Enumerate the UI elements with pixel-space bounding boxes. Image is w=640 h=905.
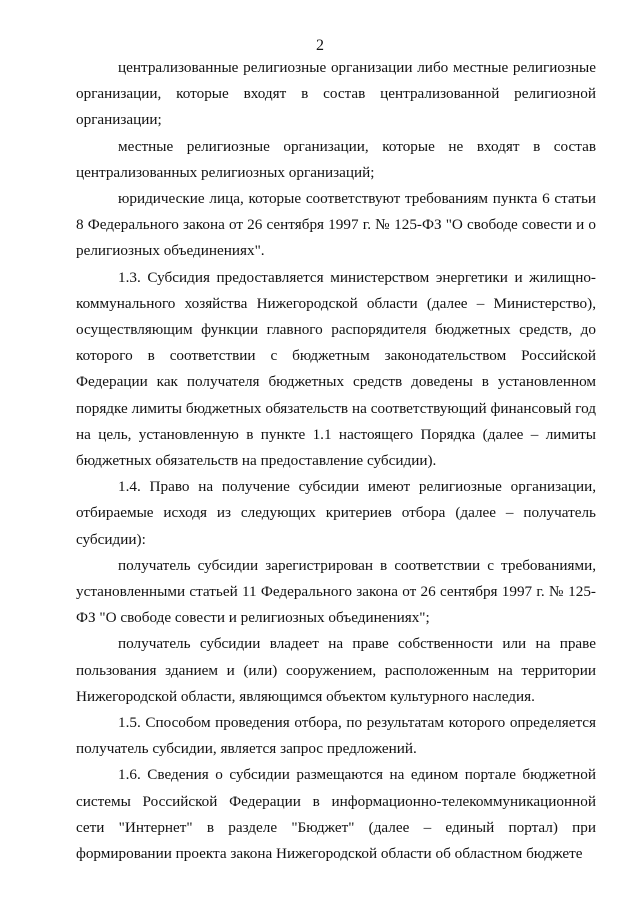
page-number: 2 <box>316 37 324 54</box>
paragraph-1-4: 1.4. Право на получение субсидии имеют религиозные организации, отбираемые исходя из следующих критериев отбора (далее – получатель субсидии): <box>76 478 596 548</box>
paragraph-local-organizations: местные религиозные организации, которые не входят в состав централизованных религиозных организаций; <box>76 137 596 181</box>
paragraph-centralized-organizations: централизованные религиозные организации либо местные религиозные организации, которые входят в состав централизованной религиозной организации; <box>76 59 596 129</box>
paragraph-1-6: 1.6. Сведения о субсидии размещаются на едином портале бюджетной системы Российской Федерации в информационно-телекоммуникационной сети "Интернет" в разделе "Бюджет" (далее – единый портал) при формировании проекта закона Нижегородской области об областном бюджете <box>76 766 596 863</box>
document-body <box>76 55 596 867</box>
paragraph-criterion-registration: получатель субсидии зарегистрирован в соответствии с требованиями, установленными статьей 11 Федерального закона от 26 сентября 1997 г. № 125-ФЗ "О свободе совести и религиозных объединениях"; <box>76 556 596 627</box>
paragraph-1-3: 1.3. Субсидия предоставляется министерством энергетики и жилищно-коммунального хозяйства Нижегородской области (далее – Министерство), осуществляющим функции главного распорядителя бюджетных средств, до которого в соответствии с бюджетным законодательством Российской Федерации как получателя бюджетных средств доведены в установленном порядке лимиты бюджетных обязательств на соответствующий финансовый год на цель, установленную в пункте 1.1 настоящего Порядка (далее – лимиты бюджетных обязательств на предоставление субсидии). <box>76 268 596 470</box>
paragraph-legal-entities: юридические лица, которые соответствуют требованиям пункта 6 статьи 8 Федерального закона от 26 сентября 1997 г. № 125-ФЗ "О свободе совести и о религиозных объединениях". <box>76 190 596 260</box>
paragraph-criterion-ownership: получатель субсидии владеет на праве собственности или на праве пользования зданием и (или) сооружением, расположенным на территории Нижегородской области, являющимся объектом культурного наследия. <box>76 635 596 705</box>
paragraph-1-5: 1.5. Способом проведения отбора, по результатам которого определяется получатель субсидии, является запрос предложений. <box>76 714 596 758</box>
